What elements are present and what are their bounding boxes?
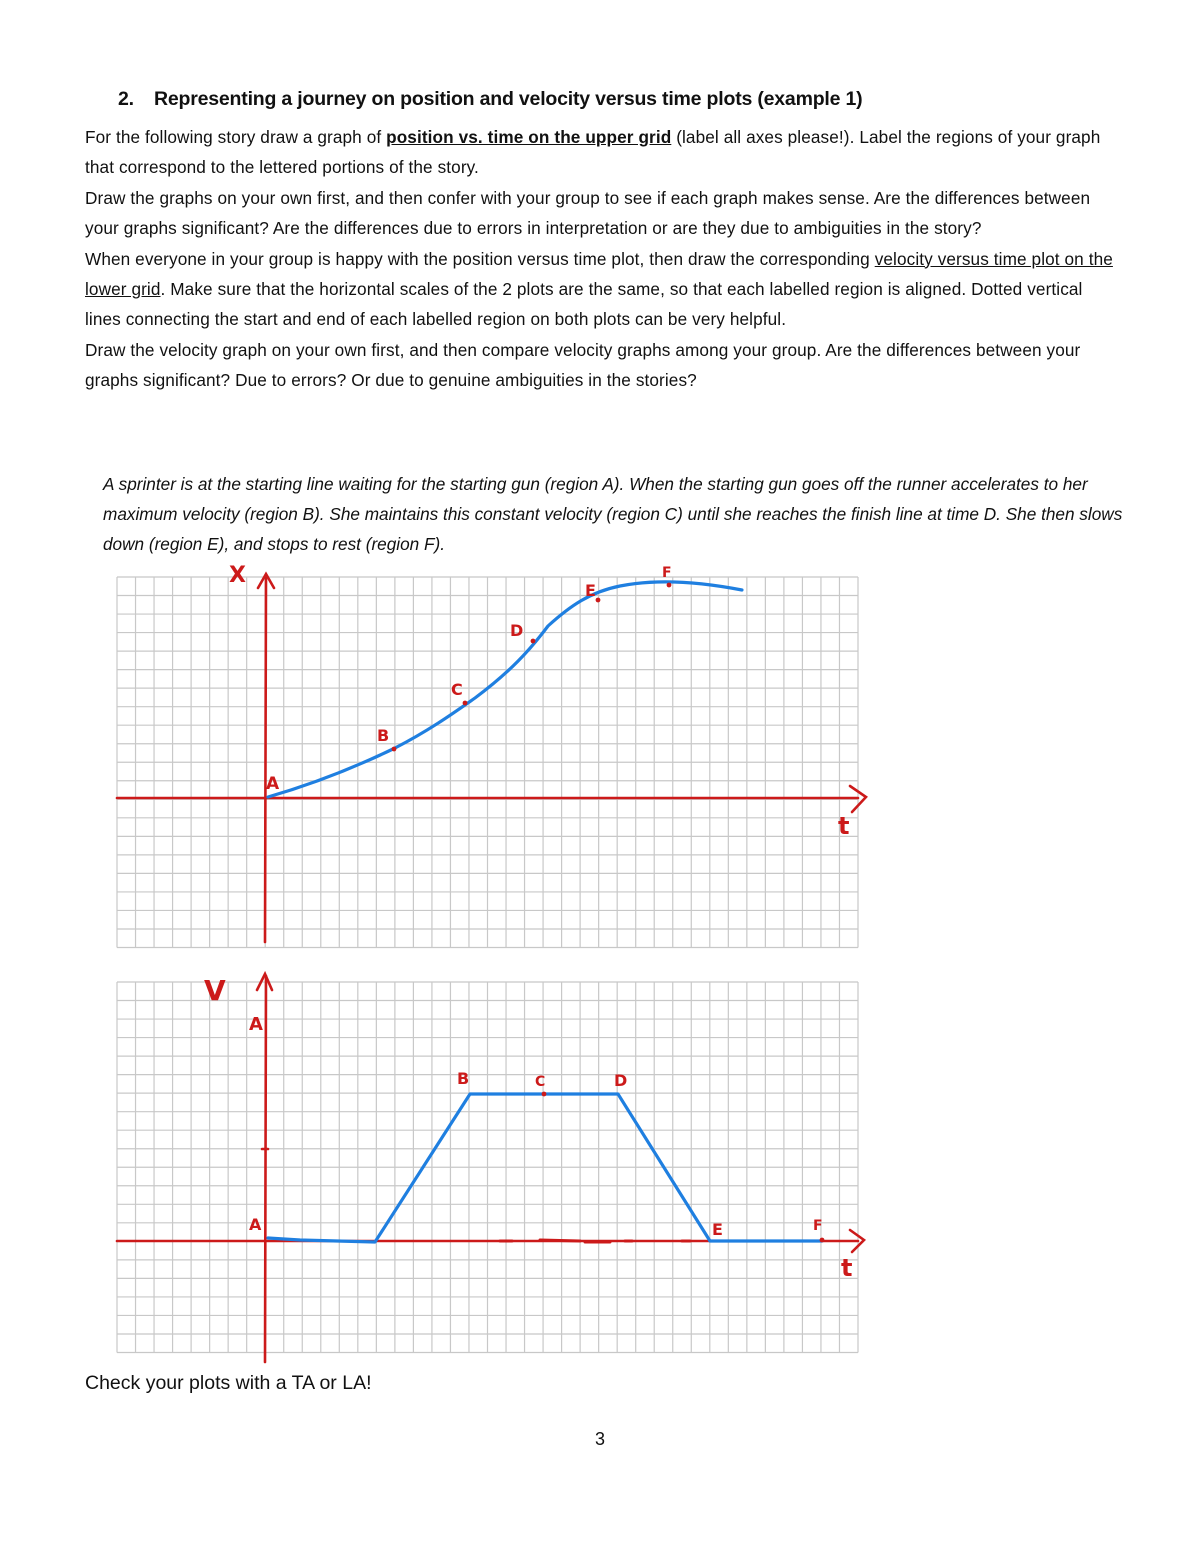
page-number: 3 [594,1429,605,1449]
velocity-mark-f [820,1238,825,1243]
position-mark-f [667,583,672,588]
instruction-emphasis: velocity versus time plot on the lower grid [85,248,1113,300]
position-mark-b [392,747,397,752]
section-number: 2. [118,88,134,110]
instruction-text: . Make sure that the horizontal scales of the 2 plots are the same, so that each labelled region is aligned. Dotted vertical lines connecting the start and end of each labelled region on both plots can be very helpful. [85,279,1083,330]
position-y-axis [265,578,266,942]
position-label-e: E [585,581,596,600]
instruction-text: When everyone in your group is happy with the position versus time plot, then draw the corresponding [85,248,875,269]
position-x-axis-label: t [838,812,850,840]
story-paragraph: A sprinter is at the starting line waiting for the starting gun (region A). When the starting gun goes off the runner accelerates to her maximum velocity (region B). She maintains this constant velocity (region C) until she reaches the finish line at time D. She then slows down (region E), and stops to rest (region F). [103,474,1123,555]
position-mark-d [531,639,536,644]
velocity-y-axis [265,976,266,1362]
velocity-axes [117,974,864,1362]
position-grid [117,577,858,948]
position-label-a: A [266,774,280,794]
section-title: Representing a journey on position and velocity versus time plots (example 1) [154,88,863,110]
instruction-emphasis: position vs. time on the upper grid [386,127,672,147]
position-mark-c [463,701,468,706]
instruction-paragraph-2: Draw the graphs on your own first, and then confer with your group to see if each graph makes sense. Are the differences between your graphs significant? Are the differences due to errors in interpretation or are they due to ambiguities in the story? [85,187,1091,239]
velocity-curve [268,1094,822,1242]
velocity-label-f: F [813,1218,823,1234]
instruction-paragraph-4: Draw the velocity graph on your own first, and then compare velocity graphs among your group. Are the differences between your graphs significant? Due to errors? Or due to genuine ambiguities in the stories? [85,339,1081,391]
velocity-label-c: C [535,1074,546,1090]
velocity-label-a: A [249,1014,263,1035]
velocity-mark-c [542,1092,547,1097]
velocity-y-axis-label: V [204,974,226,1007]
position-label-f: F [662,565,672,581]
position-label-c: C [451,680,463,699]
position-y-axis-label: X [229,563,246,588]
velocity-label-d: D [614,1071,628,1090]
velocity-label-b: B [457,1069,470,1088]
velocity-grid [117,982,858,1353]
position-axes [117,574,866,942]
position-mark-e [596,598,601,603]
position-label-d: D [510,621,524,640]
instruction-text: For the following story draw a graph of [85,127,387,147]
instruction-text: (label all axes please!). Label the regions of your graph that correspond to the lettered portions of the story. [85,127,1101,178]
position-label-b: B [377,726,390,745]
check-note: Check your plots with a TA or LA! [85,1372,372,1394]
velocity-label-a-lower: A [249,1215,262,1234]
velocity-label-e: E [712,1220,723,1239]
velocity-x-axis-label: t [841,1254,853,1282]
